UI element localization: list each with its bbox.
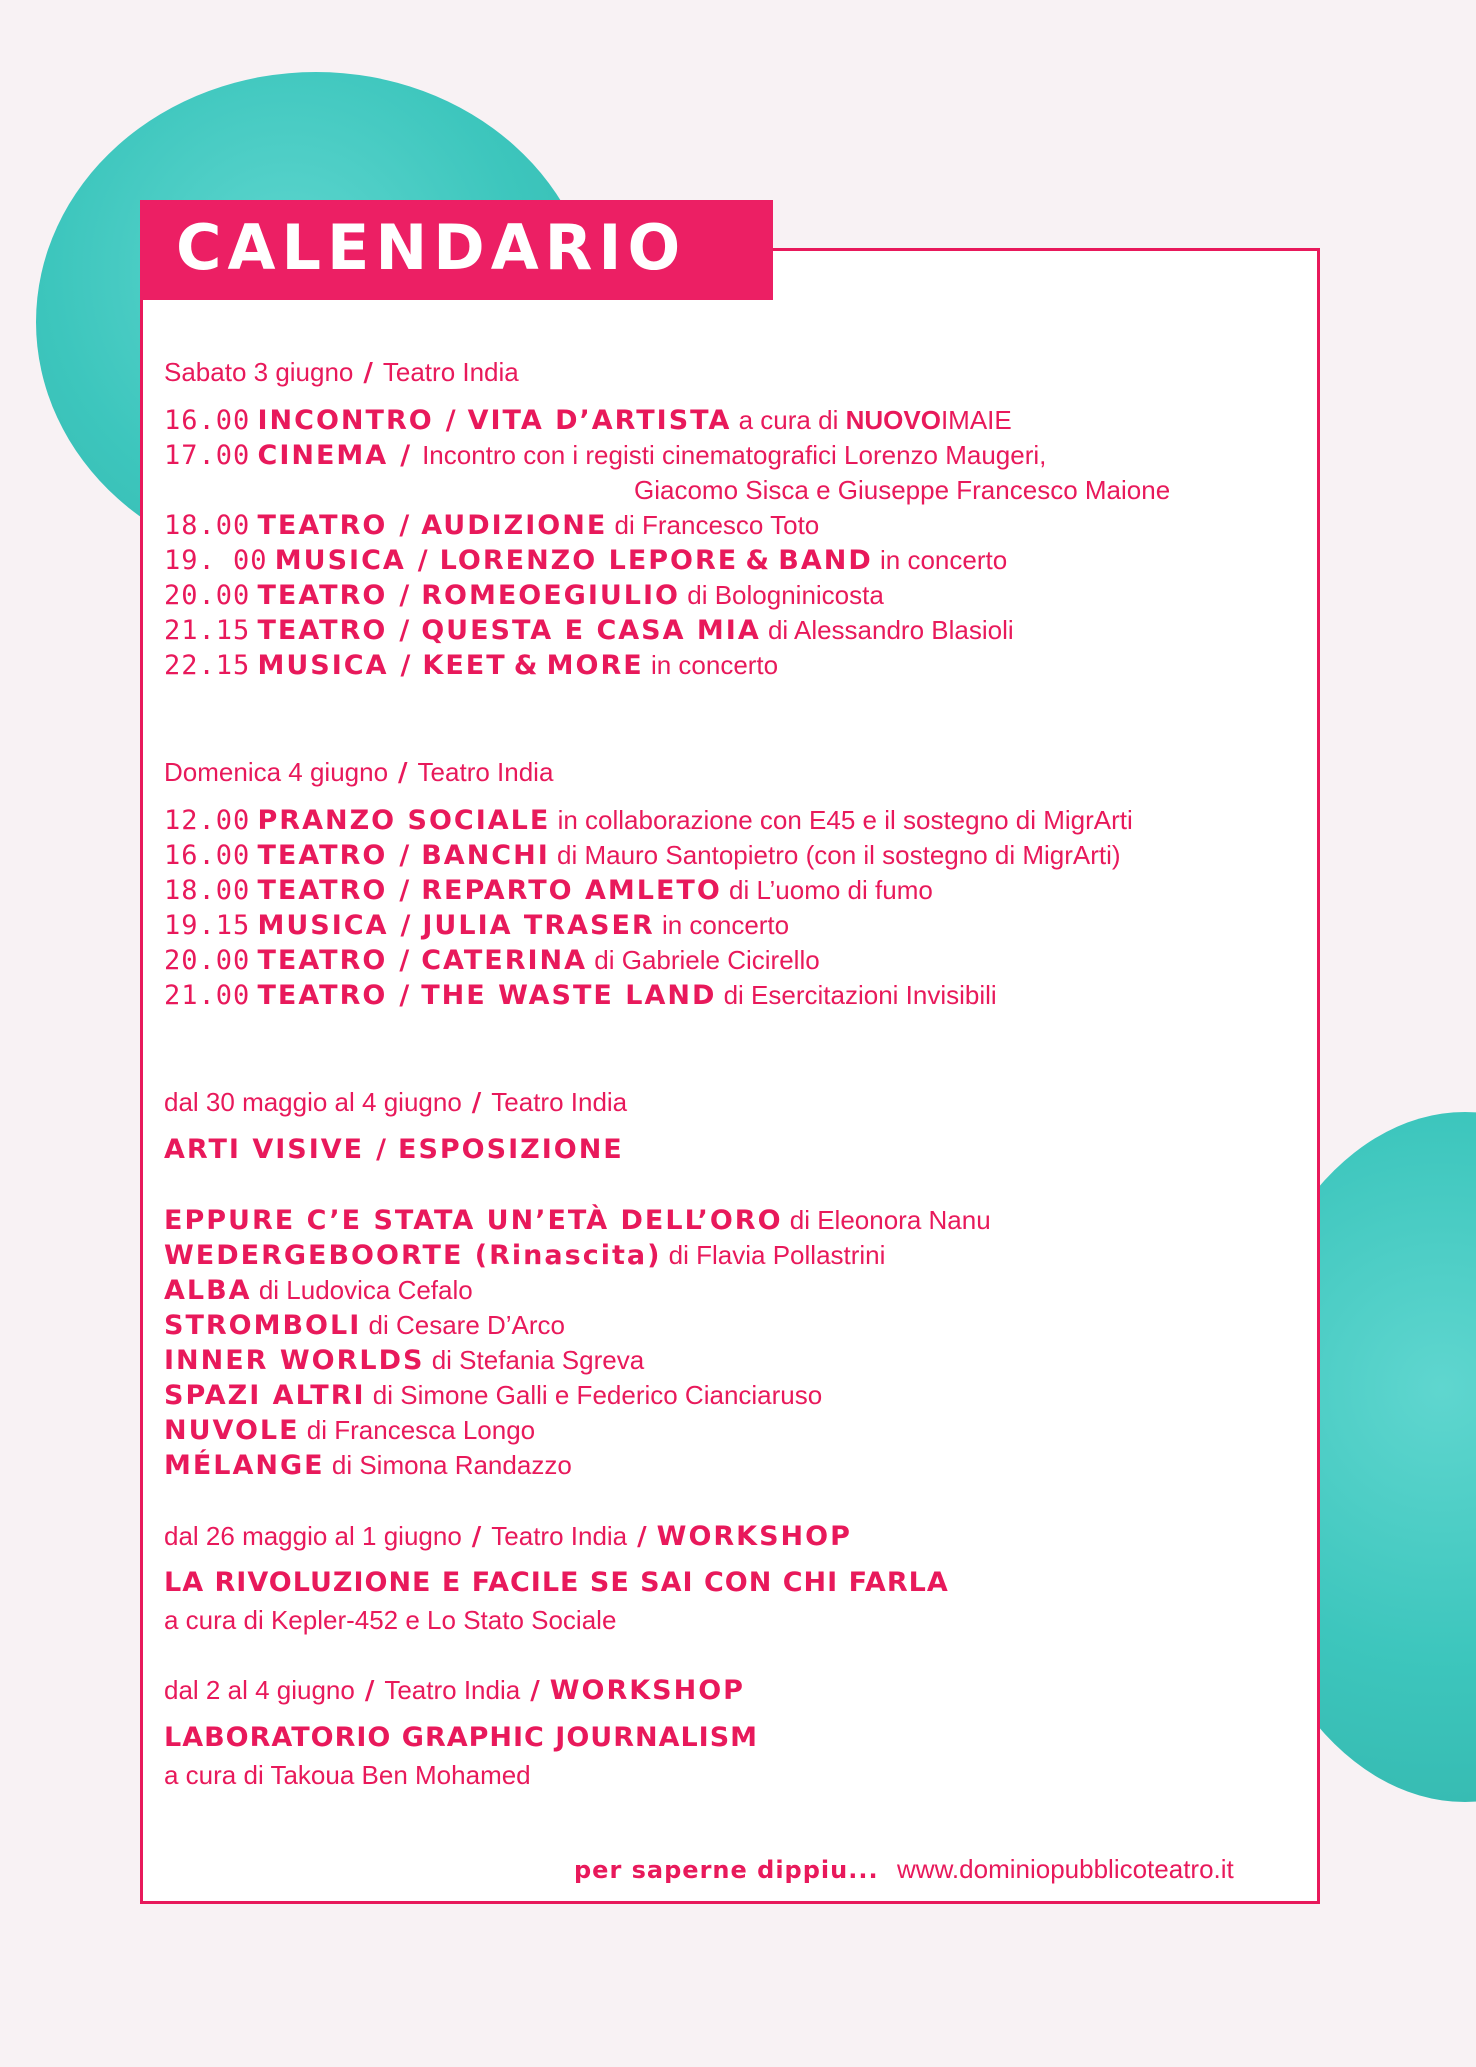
event-row: 20.00 TEATRO / ROMEOEGIULIO di Bologninicosta [164, 580, 884, 611]
event-row: 21.00 TEATRO / THE WASTE LAND di Esercitazioni Invisibili [164, 980, 997, 1011]
expo-work: SPAZI ALTRI di Simone Galli e Federico Cianciaruso [164, 1380, 823, 1411]
title-banner [140, 200, 773, 300]
event-row: 19.15 MUSICA / JULIA TRASER in concerto [164, 910, 790, 941]
expo-work: INNER WORLDS di Stefania Sgreva [164, 1345, 645, 1376]
day2-header: Domenica 4 giugno / Teatro India [164, 757, 554, 788]
footer-tagline: per saperne dippiu... [574, 1856, 879, 1884]
event-row: 20.00 TEATRO / CATERINA di Gabriele Cicirello [164, 945, 820, 976]
day2-place: Teatro India [417, 757, 554, 787]
day1-place: Teatro India [382, 357, 519, 387]
event-row: 16.00 TEATRO / BANCHI di Mauro Santopietro (con il sostegno di MigrArti) [164, 840, 1121, 871]
event-row-continued: Giacomo Sisca e Giuseppe Francesco Maione [634, 475, 1171, 505]
footer [574, 1854, 1234, 1885]
event-row: 16.00 INCONTRO / VITA D’ARTISTA a cura di NUOVOIMAIE [164, 405, 1012, 436]
expo-work: MÉLANGE di Simona Randazzo [164, 1450, 572, 1481]
workshop1-header: dal 26 maggio al 1 giugno / Teatro India / WORKSHOP [164, 1521, 852, 1552]
day1-header: Sabato 3 giugno / Teatro India [164, 357, 519, 388]
event-row: 12.00 PRANZO SOCIALE in collaborazione con E45 e il sostegno di MigrArti [164, 805, 1133, 836]
expo-work: NUVOLE di Francesca Longo [164, 1415, 536, 1446]
expo-date: dal 30 maggio al 4 giugno [164, 1087, 462, 1117]
event-row: 21.15 TEATRO / QUESTA E CASA MIA di Alessandro Blasioli [164, 615, 1014, 646]
workshop2-curator: a cura di Takoua Ben Mohamed [164, 1760, 531, 1790]
expo-header: dal 30 maggio al 4 giugno / Teatro India [164, 1087, 628, 1118]
website-link[interactable]: www.dominiopubblicoteatro.it [897, 1854, 1234, 1884]
event-row: 18.00 TEATRO / AUDIZIONE di Francesco Toto [164, 510, 820, 541]
event-row: 22.15 MUSICA / KEET & MORE in concerto [164, 650, 779, 681]
workshop2-header: dal 2 al 4 giugno / Teatro India / WORKSHOP [164, 1675, 745, 1706]
day2-date: Domenica 4 giugno [164, 757, 389, 787]
workshop1-curator: a cura di Kepler-452 e Lo Stato Sociale [164, 1605, 617, 1635]
expo-work: WEDERGEBOORTE (Rinascita) di Flavia Pollastrini [164, 1240, 886, 1271]
day1-date: Sabato 3 giugno [164, 357, 354, 387]
event-row: 18.00 TEATRO / REPARTO AMLETO di L’uomo di fumo [164, 875, 933, 906]
event-row: 19. 00 MUSICA / LORENZO LEPORE & BAND in concerto [164, 545, 1008, 576]
expo-place: Teatro India [491, 1087, 628, 1117]
page-title: CALENDARIO [176, 211, 687, 284]
workshop1-title: LA RIVOLUZIONE E FACILE SE SAI CON CHI FARLA [164, 1567, 949, 1598]
expo-section-title: ARTI VISIVE / ESPOSIZIONE [164, 1134, 624, 1165]
expo-work: STROMBOLI di Cesare D’Arco [164, 1310, 566, 1341]
expo-work: EPPURE C’E STATA UN’ETÀ DELL’ORO di Eleonora Nanu [164, 1205, 991, 1236]
event-row: 17.00 CINEMA / Incontro con i registi cinematografici Lorenzo Maugeri, [164, 440, 1047, 471]
workshop2-title: LABORATORIO GRAPHIC JOURNALISM [164, 1722, 759, 1753]
expo-work: ALBA di Ludovica Cefalo [164, 1275, 473, 1306]
